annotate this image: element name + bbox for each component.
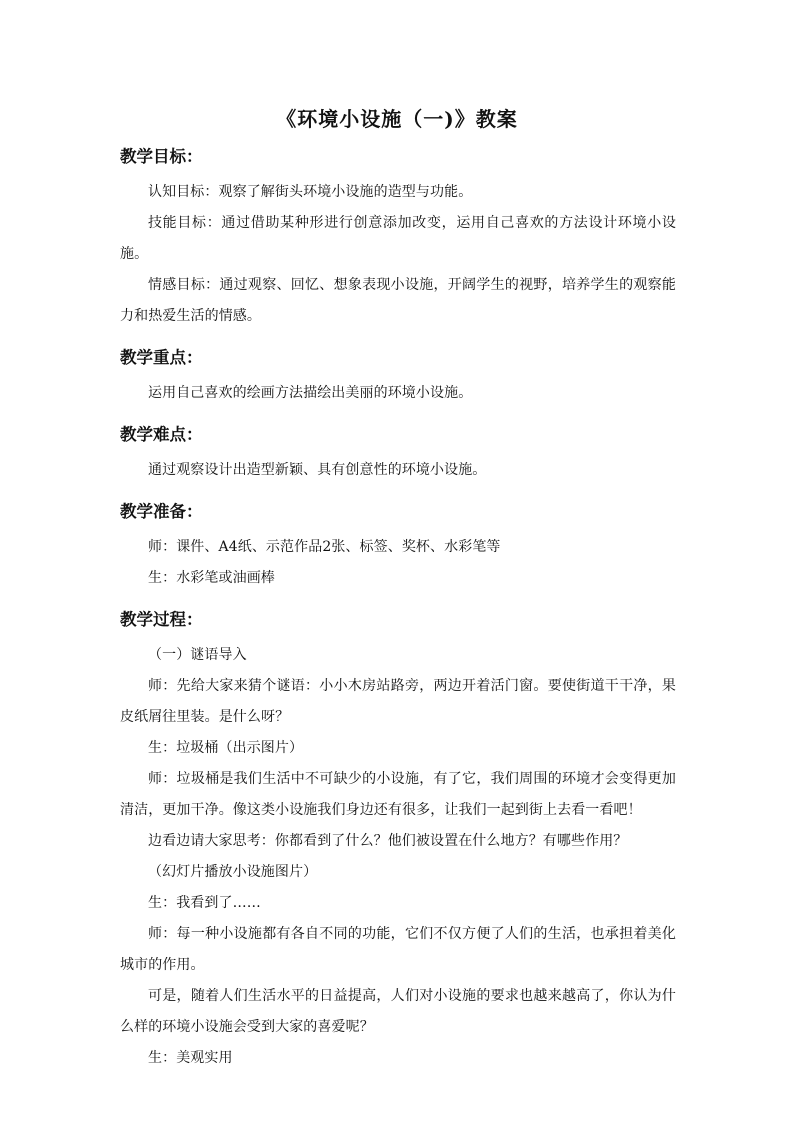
paragraph: （一）谜语导入: [148, 647, 247, 663]
document-body: [120, 147, 676, 1074]
paragraph: （幻灯片播放小设施图片）: [148, 864, 318, 880]
section-heading-key-points: 教学重点：: [120, 348, 203, 367]
section-heading-preparation: 教学准备：: [120, 502, 203, 521]
paragraph: 师：垃圾桶是我们生活中不可缺少的小设施，有了它，我们周围的环境才会变得更加清洁，更加干净。像这类小设施我们身边还有很多，让我们一起到街上去看一看吧！: [120, 771, 676, 818]
paragraph: 生：我看到了……: [148, 895, 261, 911]
paragraph: 通过观察设计出造型新颖、具有创意性的环境小设施。: [148, 462, 487, 478]
paragraph: 师：课件、A4纸、示范作品2张、标签、奖杯、水彩笔等: [148, 539, 501, 555]
paragraph: 可是，随着人们生活水平的日益提高，人们对小设施的要求也越来越高了，你认为什么样的环境小设施会受到大家的喜爱呢？: [120, 988, 676, 1035]
paragraph: 情感目标：通过观察、回忆、想象表现小设施，开阔学生的视野，培养学生的观察能力和热爱生活的情感。: [120, 277, 676, 324]
document-title: 《环境小设施（一)》教案: [276, 107, 518, 131]
section-heading-objectives: 教学目标：: [120, 147, 203, 166]
section-heading-process: 教学过程：: [120, 610, 203, 629]
paragraph: 师：先给大家来猜个谜语：小小木房站路旁，两边开着活门窗。要使街道干干净，果皮纸屑往里装。是什么呀？: [120, 678, 676, 725]
paragraph: 师：每一种小设施都有各自不同的功能，它们不仅方便了人们的生活，也承担着美化城市的作用。: [120, 926, 676, 973]
paragraph: 技能目标：通过借助某种形进行创意添加改变，运用自己喜欢的方法设计环境小设施。: [120, 215, 676, 262]
paragraph: 生：水彩笔或油画棒: [148, 570, 275, 586]
paragraph: 生：垃圾桶（出示图片）: [148, 740, 304, 756]
paragraph: 认知目标：观察了解街头环境小设施的造型与功能。: [148, 184, 473, 200]
section-heading-difficulties: 教学难点：: [120, 425, 203, 444]
paragraph: 运用自己喜欢的绘画方法描绘出美丽的环境小设施。: [148, 385, 473, 401]
paragraph: 边看边请大家思考：你都看到了什么？他们被设置在什么地方？有哪些作用？: [148, 833, 628, 849]
paragraph: 生：美观实用: [148, 1050, 233, 1066]
